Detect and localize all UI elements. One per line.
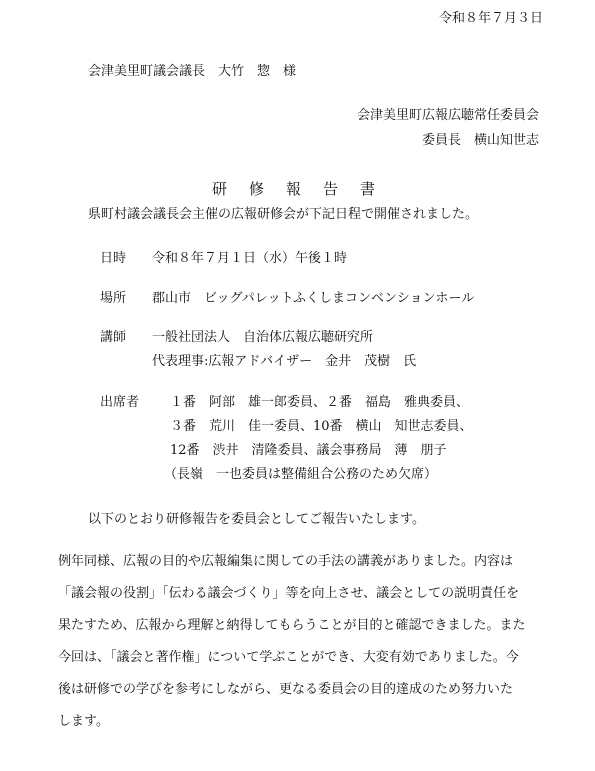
sender-chair: 委員長 横山知世志 [421, 133, 539, 148]
document-title: 研修報告書 [211, 180, 397, 198]
datetime-value: 令和８年７月１日（水）午後１時 [152, 251, 348, 266]
place-label: 場所 [100, 291, 127, 306]
sender-committee: 会津美里町広報広聴常任委員会 [356, 108, 539, 123]
attendees-line: 12番 渋井 清隆委員、議会事務局 薄 朋子 [170, 443, 447, 458]
body-line: 果たすため、広報から理解と納得してもらうことが目的と確認できました。また [58, 618, 526, 633]
attendees-label: 出席者 [100, 395, 140, 410]
attendees-line: １番 阿部 雄一郎委員、２番 福島 雅典委員、 [170, 395, 470, 410]
body-line: します。 [58, 714, 109, 729]
addressee: 会津美里町議会議長 大竹 惣 様 [88, 64, 297, 79]
closing-text: 以下のとおり研修報告を委員会としてご報告いたします。 [88, 512, 425, 527]
document-date: 令和８年７月３日 [438, 11, 543, 26]
datetime-label: 日時 [100, 251, 127, 266]
place-value: 郡山市 ビッグパレットふくしまコンベンションホール [152, 291, 475, 306]
attendees-line: ３番 荒川 佳一委員、10番 横山 知世志委員、 [170, 419, 473, 434]
lecturer-label: 講師 [100, 330, 127, 345]
body-line: 今回は、「議会と著作権」について学ぶことができ、大変有効でありました。今 [58, 650, 519, 665]
body-line: 例年同様、広報の目的や広報編集に関しての手法の講義がありました。内容は [58, 554, 514, 569]
body-line: 「議会報の役割」「伝わる議会づくり」等を向上させ、議会としての説明責任を [58, 586, 520, 601]
lecturer-name: 代表理事:広報アドバイザー 金井 茂樹 氏 [152, 354, 417, 369]
attendees-absence-note: （長嶺 一也委員は整備組合公務のため欠席） [164, 467, 438, 482]
intro-text: 県町村議会議長会主催の広報研修会が下記日程で開催されました。 [88, 207, 479, 222]
lecturer-org: 一般社団法人 自治体広報広聴研究所 [152, 330, 374, 345]
body-line: 後は研修での学びを参考にしながら、更なる委員会の目的達成のため努力いた [58, 682, 514, 697]
